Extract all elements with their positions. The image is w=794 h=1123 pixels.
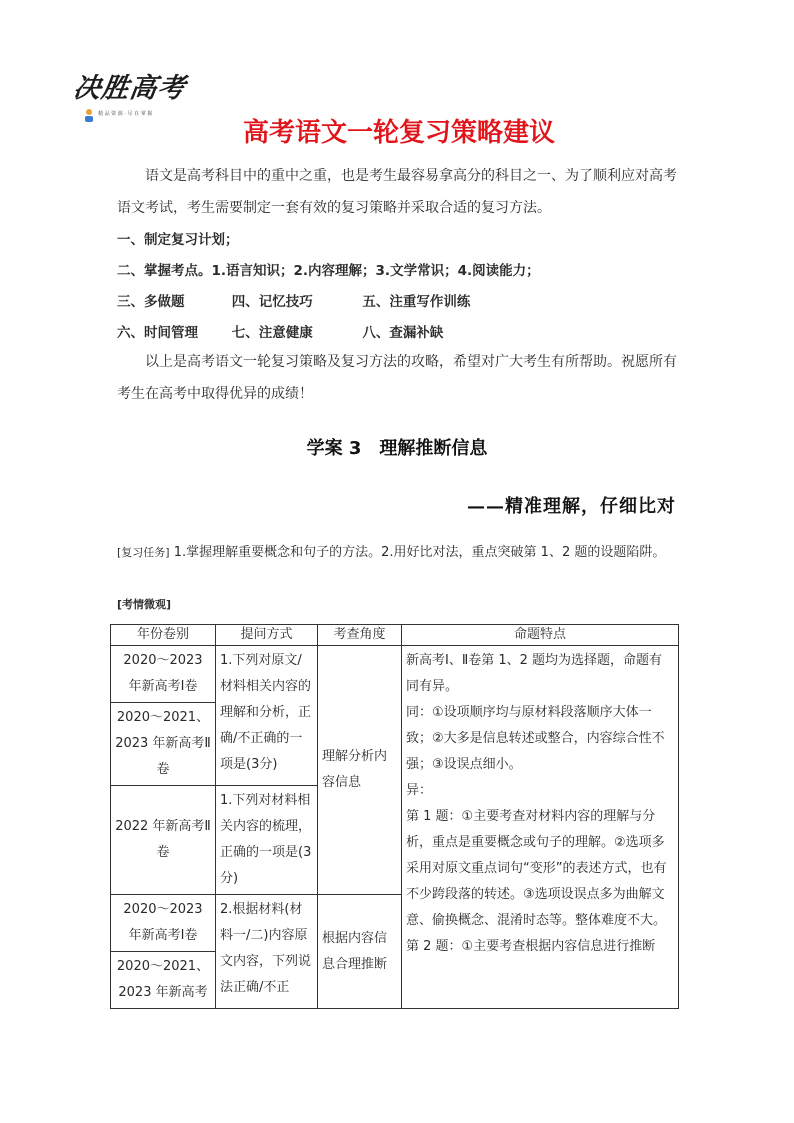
point-line-2: 二、掌握考点。1.语言知识；2.内容理解；3.文学常识；4.阅读能力； — [117, 263, 540, 279]
point-line-3 — [117, 290, 470, 310]
point-6: 六、时间管理 — [117, 325, 198, 341]
table-cell: 2.根据材料(材料一/二)内容原文内容，下列说法正确/不正 — [216, 895, 318, 1009]
logo-text: 决胜高考 — [71, 73, 188, 104]
point-3: 三、多做题 — [117, 294, 185, 310]
point-4: 四、记忆技巧 — [231, 294, 313, 310]
page-title: 高考语文一轮复习策略建议 — [242, 118, 555, 148]
intro-paragraph: 语文是高考科目中的重中之重，也是考生最容易拿高分的科目之一、为了顺利应对高考语文考试，考生需要制定一套有效的复习策略并采取合适的复习方法。 — [117, 168, 677, 216]
table-cell: 1.下列对原文/材料相关内容的理解和分析，正确/不正确的一项是(3分) — [216, 646, 318, 786]
logo-subtitle: 精 品 资 源 · 尽 在 掌 握 — [98, 111, 153, 117]
table-header-row — [111, 625, 679, 646]
point-line-1: 一、制定复习计划； — [117, 232, 239, 248]
table-cell: 2020～2023 年新高考Ⅰ卷 — [111, 895, 216, 952]
table-cell: 2022 年新高考Ⅱ卷 — [111, 786, 216, 895]
table-cell: 1.下列对材料相关内容的梳理，正确的一项是(3分) — [216, 786, 318, 895]
table-row — [111, 646, 679, 703]
closing-paragraph: 以上是高考语文一轮复习策略及复习方法的攻略，希望对广大考生有所帮助。祝愿所有考生在高考中取得优异的成绩！ — [117, 354, 677, 402]
task-tag: [复习任务] — [117, 546, 170, 559]
table-cell: 2020～2021、2023 年新高考Ⅱ卷 — [111, 703, 216, 786]
table-cell: 根据内容信息合理推断 — [318, 895, 402, 1009]
table-cell: 理解分析内容信息 — [318, 646, 402, 895]
exam-overview-label: [考情微观] — [117, 598, 172, 611]
table-cell: 2020～2021、2023 年新高考 — [111, 952, 216, 1009]
task-text: 1.掌握理解重要概念和句子的方法。2.用好比对法，重点突破第 1、2 题的设题陷阱。 — [173, 545, 666, 560]
table-cell: 2020～2023 年新高考Ⅰ卷 — [111, 646, 216, 703]
table-header: 年份卷别 — [111, 625, 216, 646]
table-header: 命题特点 — [402, 625, 679, 646]
section-title: 学案 3 理解推断信息 — [306, 438, 488, 459]
review-task — [117, 540, 682, 566]
section-subtitle: ——精准理解，仔细比对 — [467, 496, 676, 517]
table-cell: 新高考Ⅰ、Ⅱ卷第 1、2 题均为选择题，命题有同有异。 同：①设项顺序均与原材料段落顺序大体一致；②大多是信息转述或整合，内容综合性不强；③设误点细小。 异： 第 1 题：①主要考查对材料内容的理解与分析，重点是重要概念或句子的理解。②选项多采用对原文重点词句“变形”的表述方式，也有不少跨段落的转述。③选项设误点多为曲解文意、偷换概念、混淆时态等。整体难度不大。 第 2 题：①主要考查根据内容信息进行推断 — [402, 646, 679, 1009]
point-8: 八、查漏补缺 — [362, 325, 444, 341]
table-header: 考查角度 — [318, 625, 402, 646]
point-5: 五、注重写作训练 — [362, 294, 471, 310]
point-line-4 — [117, 321, 443, 341]
point-7: 七、注意健康 — [231, 325, 313, 341]
table-header: 提问方式 — [216, 625, 318, 646]
exam-table — [110, 624, 679, 1009]
